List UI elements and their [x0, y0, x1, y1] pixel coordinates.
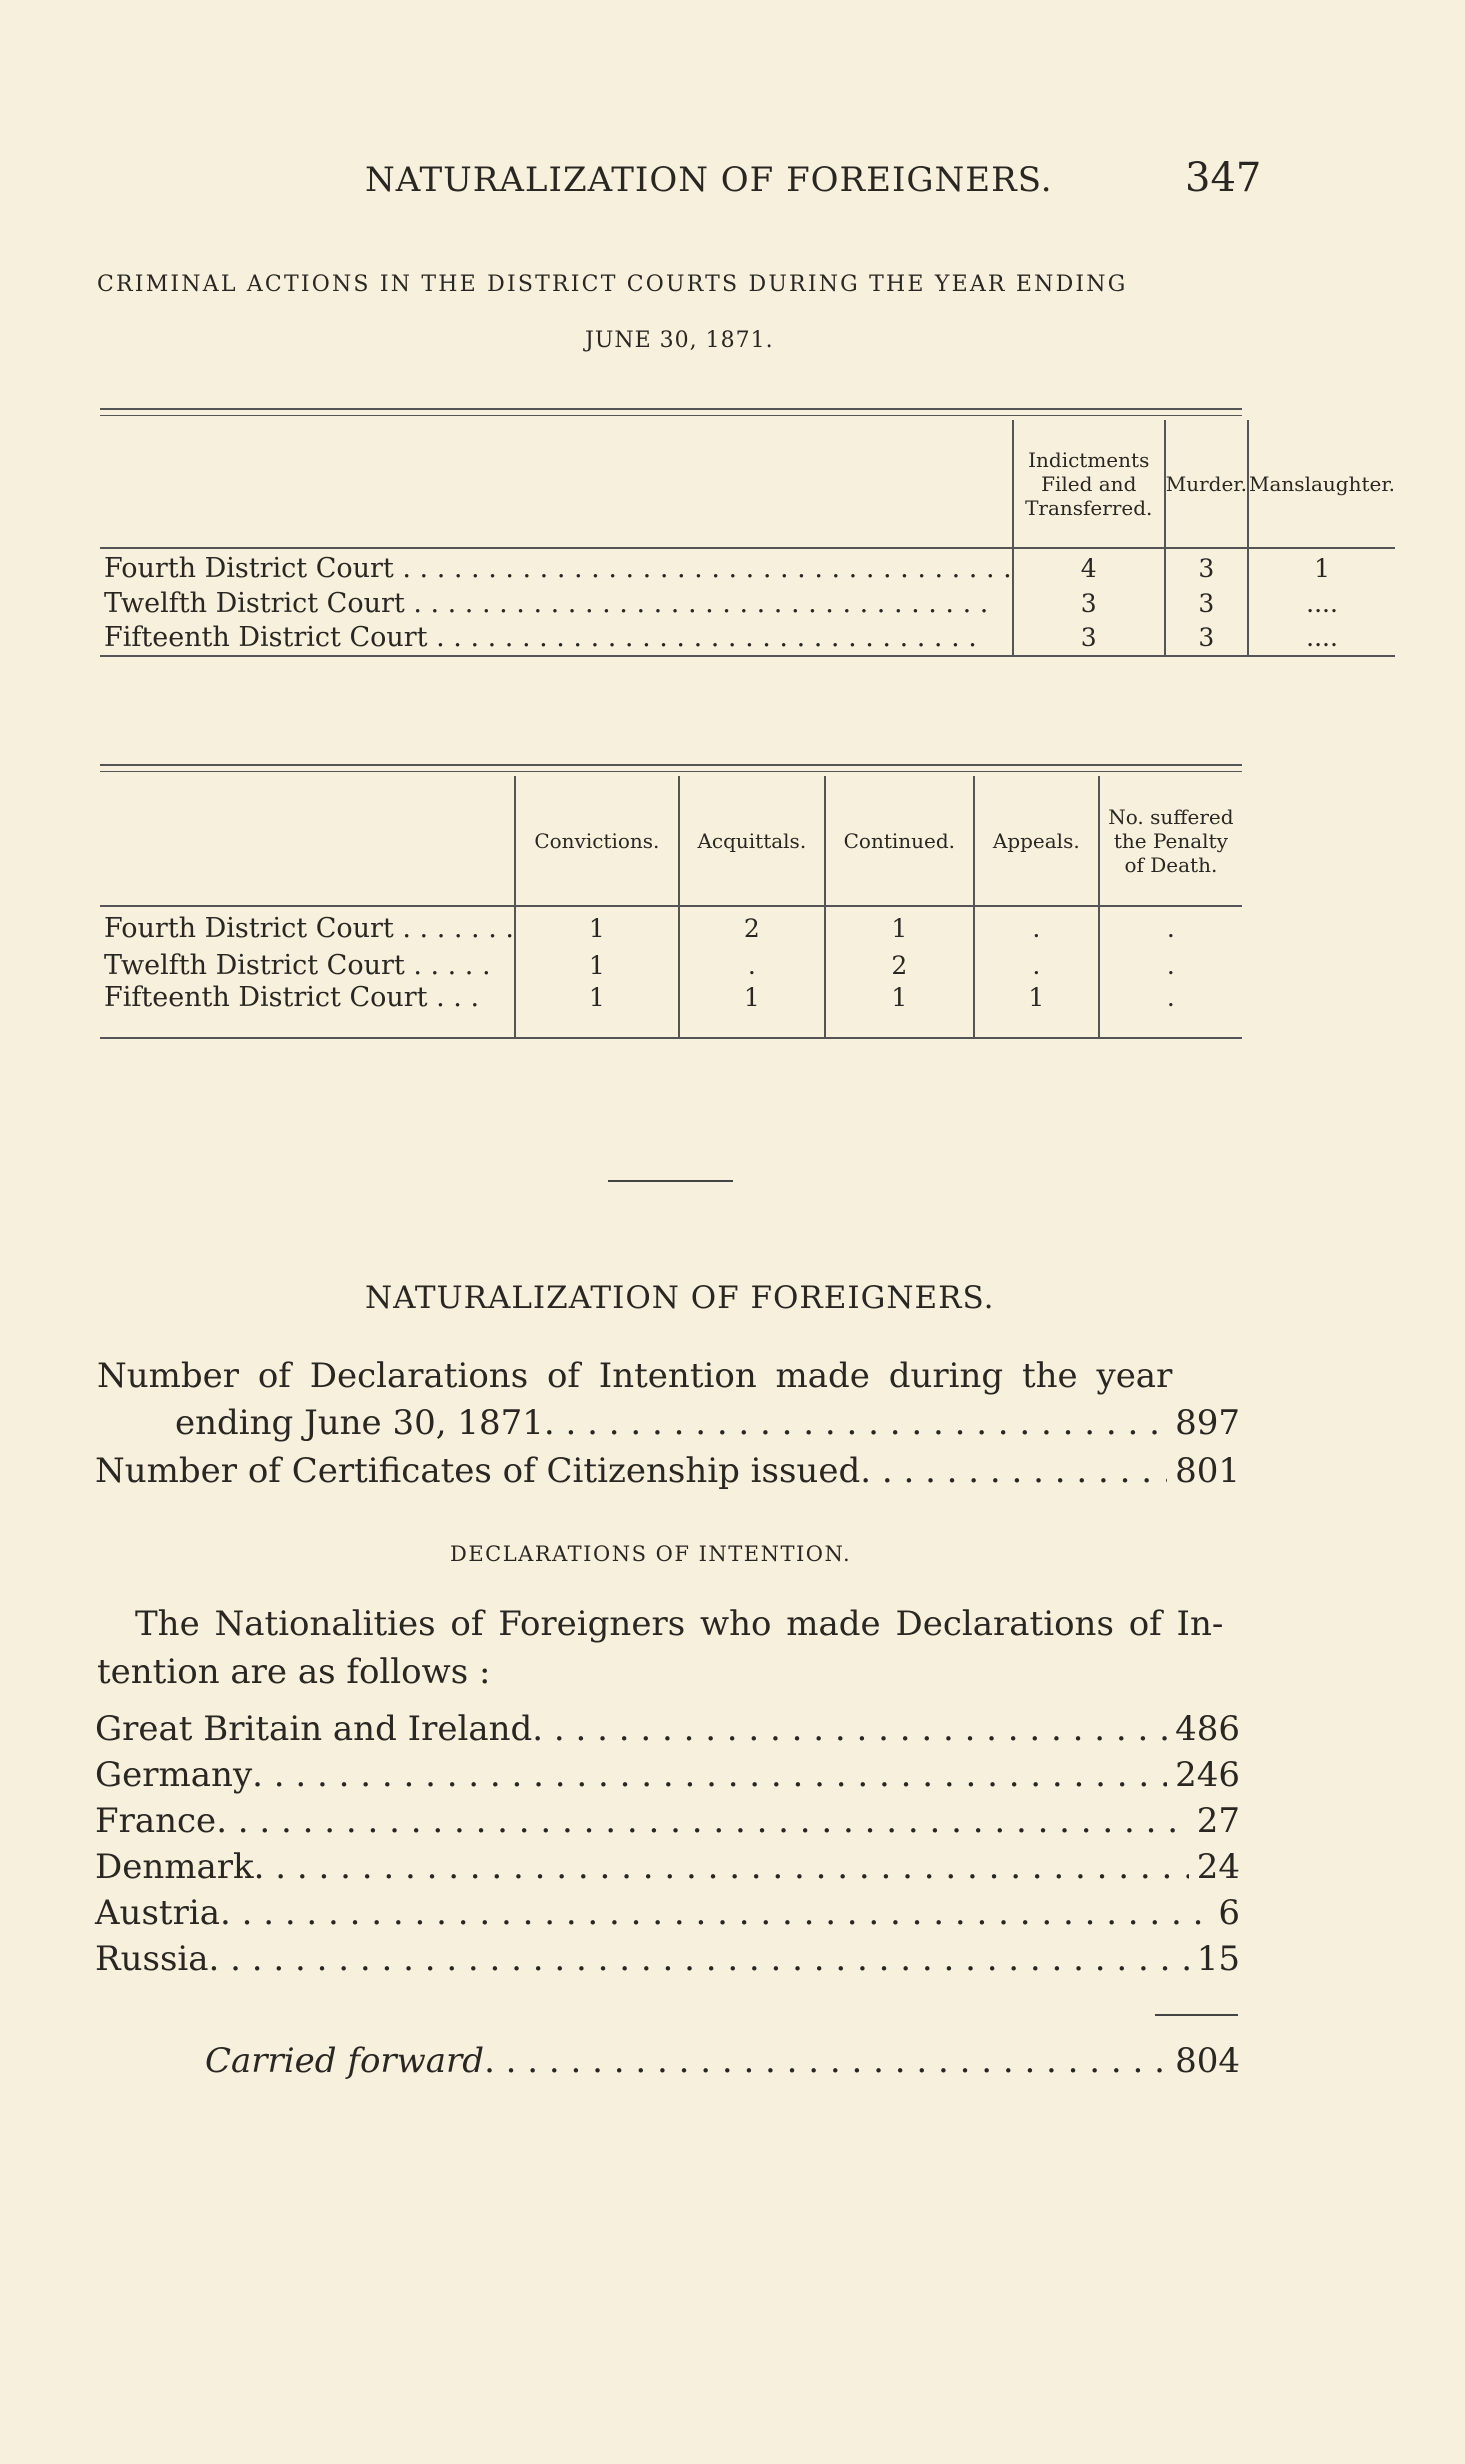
leader-dots [860, 1448, 1167, 1494]
leader-dots [252, 1752, 1167, 1798]
convictions-value: 1 [515, 982, 679, 1038]
table1-header-indictments: Indictments Filed and Transferred. [1013, 420, 1165, 548]
court-name: Fourth District Court . . . . . . . . . . . . . . . . . . . . . . . . . . . . . . . . . . . . [104, 552, 1012, 584]
list-item [95, 1890, 1240, 1936]
carried-forward-value: 804 [1175, 2041, 1240, 2081]
leader-dots [532, 1706, 1167, 1752]
acquittals-value: . [679, 950, 825, 982]
table2-header-continued: Continued. [825, 776, 974, 906]
declarations-count-row [175, 1400, 1240, 1446]
table-row [100, 906, 1242, 950]
leader-dots [254, 1844, 1189, 1890]
continued-value: 1 [825, 906, 974, 950]
leader-dots [216, 1798, 1189, 1844]
appeals-value: 1 [974, 982, 1099, 1038]
total-rule [1155, 2014, 1238, 2016]
criminal-actions-heading: CRIMINAL ACTIONS IN THE DISTRICT COURTS DURING THE YEAR ENDING [97, 272, 1128, 297]
declarations-count-label: ending June 30, 1871 [175, 1403, 544, 1443]
country-count: 6 [1218, 1893, 1240, 1933]
country-count: 24 [1196, 1847, 1240, 1887]
court-outcomes-table [100, 776, 1242, 1039]
country-count: 246 [1175, 1755, 1240, 1795]
country-count: 15 [1196, 1939, 1240, 1979]
country-name: Austria [95, 1893, 220, 1933]
country-name: Russia [95, 1939, 209, 1979]
country-name: Great Britain and Ireland [95, 1709, 533, 1749]
convictions-value: 1 [515, 906, 679, 950]
continued-value: 2 [825, 950, 974, 982]
convictions-value: 1 [515, 950, 679, 982]
leader-dots [220, 1890, 1210, 1936]
section-separator-rule [608, 1180, 733, 1182]
indictments-value: 3 [1013, 620, 1165, 656]
death-penalty-value: . [1099, 906, 1242, 950]
table-row [100, 588, 1395, 620]
list-item [95, 1936, 1240, 1982]
table2-top-rule [100, 764, 1242, 772]
leader-dots [484, 2038, 1167, 2084]
list-item [95, 1706, 1240, 1752]
murder-value: 3 [1165, 588, 1248, 620]
nationalities-intro-line1: The Nationalities of Foreigners who made Declarations of In- [135, 1604, 1224, 1644]
certificates-count-label: Number of Certificates of Citizenship issued [95, 1451, 861, 1491]
murder-value: 3 [1165, 620, 1248, 656]
manslaughter-value: .... [1248, 620, 1395, 656]
running-header-title: NATURALIZATION OF FOREIGNERS. [365, 160, 1053, 200]
table1-header-murder: Murder. [1165, 420, 1248, 548]
death-penalty-value: . [1099, 982, 1242, 1038]
court-name: Twelfth District Court . . . . . . . . . . . . . . . . . . . . . . . . . . . . . . . . . . [104, 588, 989, 619]
list-item [95, 1844, 1240, 1890]
murder-value: 3 [1165, 548, 1248, 588]
court-name: Fourth District Court . . . . . . . [104, 912, 514, 944]
table2-header-acquittals: Acquittals. [679, 776, 825, 906]
country-count: 486 [1175, 1709, 1240, 1749]
declarations-count-line1: Number of Declarations of Intention made during the year [97, 1356, 1173, 1396]
carried-forward-label: Carried forward [205, 2041, 485, 2081]
manslaughter-value: 1 [1248, 548, 1395, 588]
table-row [100, 982, 1242, 1038]
table1-header-manslaughter: Manslaughter. [1248, 420, 1395, 548]
leader-dots [544, 1400, 1167, 1446]
indictments-value: 4 [1013, 548, 1165, 588]
table1-blank-header [100, 420, 1013, 548]
declarations-count-value: 897 [1175, 1403, 1240, 1443]
continued-value: 1 [825, 982, 974, 1038]
criminal-actions-date: JUNE 30, 1871. [585, 328, 774, 353]
certificates-count-row [95, 1448, 1240, 1494]
table2-header-convictions: Convictions. [515, 776, 679, 906]
leader-dots [209, 1936, 1189, 1982]
appeals-value: . [974, 906, 1099, 950]
table-row [100, 950, 1242, 982]
page-number: 347 [1185, 155, 1262, 201]
table-row [100, 548, 1395, 588]
table2-blank-header [100, 776, 515, 906]
list-item [95, 1798, 1240, 1844]
acquittals-value: 1 [679, 982, 825, 1038]
table-row [100, 620, 1395, 656]
court-name: Fifteenth District Court . . . [100, 982, 515, 1038]
manslaughter-value: .... [1248, 588, 1395, 620]
list-item [95, 1752, 1240, 1798]
nationalities-intro-line2: tention are as follows : [97, 1652, 491, 1692]
table1-top-rule [100, 408, 1242, 416]
country-name: Denmark [95, 1847, 254, 1887]
appeals-value: . [974, 950, 1099, 982]
court-name: Twelfth District Court . . . . . [104, 950, 491, 981]
table2-header-death-penalty: No. suffered the Penalty of Death. [1099, 776, 1242, 906]
court-indictments-table [100, 420, 1395, 657]
table2-header-appeals: Appeals. [974, 776, 1099, 906]
carried-forward-row [205, 2038, 1240, 2084]
naturalization-heading: NATURALIZATION OF FOREIGNERS. [365, 1280, 995, 1316]
country-name: France [95, 1801, 217, 1841]
court-name: Fifteenth District Court . . . . . . . . . . . . . . . . . . . . . . . . . . . . . . . . [100, 620, 1013, 656]
country-count: 27 [1196, 1801, 1240, 1841]
certificates-count-value: 801 [1175, 1451, 1240, 1491]
country-name: Germany [95, 1755, 253, 1795]
indictments-value: 3 [1013, 588, 1165, 620]
death-penalty-value: . [1099, 950, 1242, 982]
declarations-heading: DECLARATIONS OF INTENTION. [450, 1542, 852, 1566]
acquittals-value: 2 [679, 906, 825, 950]
